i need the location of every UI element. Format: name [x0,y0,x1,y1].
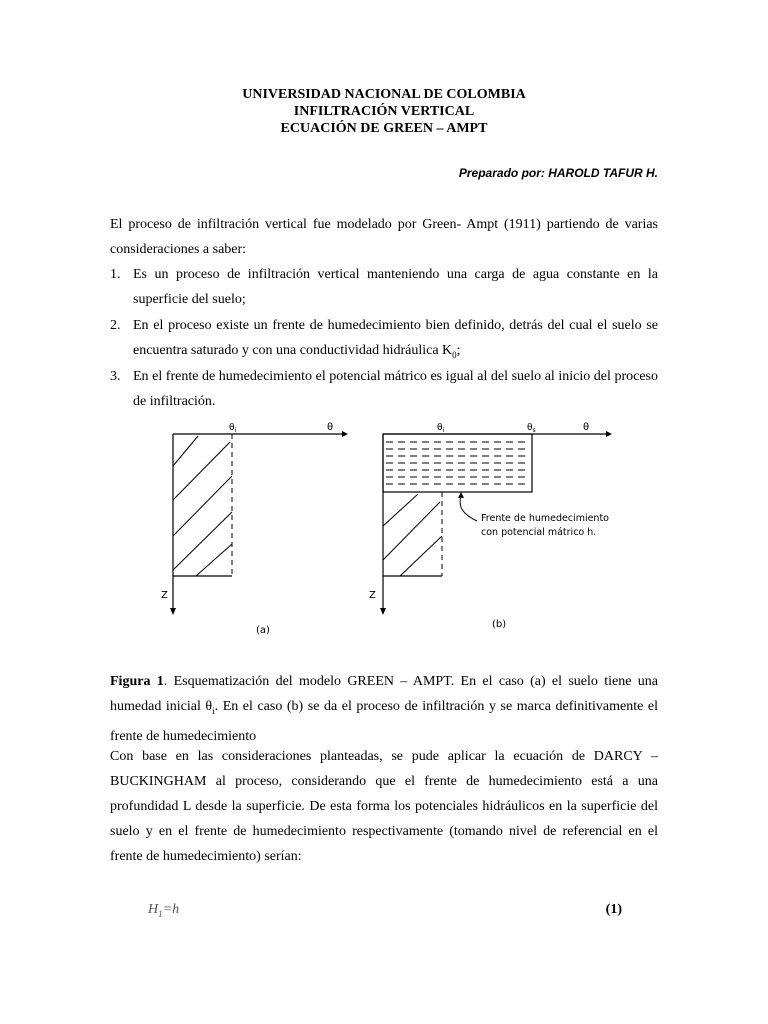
item-text: En el proceso existe un frente de humedecimiento bien definido, detrás del cual el suelo se encuentra saturado y con una conductividad hidráulica $K_0$; [133,318,658,360]
item-number: 2. [110,318,121,333]
item-text: En el frente de humedecimiento el potencial mátrico es igual al del suelo al inicio del proceso de infiltración. [133,369,658,409]
consideration-item-2 [110,313,658,368]
wetting-front-annotation: Frente de humedecimiento [481,513,609,524]
intro-paragraph: El proceso de infiltración vertical fue modelado por Green- Ampt (1911) partiendo de varias consideraciones a saber: [110,217,658,257]
caption-a: (a) [256,625,270,636]
equation-number: (1) [605,902,622,917]
caption-b: (b) [492,619,507,630]
theta-axis-label: θ [327,422,334,433]
author-line: Preparado por: HAROLD TAFUR H. [458,166,658,180]
item-number: 1. [110,267,121,282]
university-title: UNIVERSIDAD NACIONAL DE COLOMBIA [242,87,526,102]
equation-1: $H_1=h$ [148,902,180,919]
body-paragraph: Con base en las consideraciones planteadas, se pude aplicar la ecuación de DARCY – BUCKINGHAM al proceso, considerando que el frente de humedecimiento está a una profundidad L desde la superficie. De esta forma los potenciales hidráulicos en la superficie del suelo y en el frente de humedecimiento respectivamente (tomando nivel de referencial en el frente de humedecimiento) serían: [110,749,658,864]
diagram-a [161,422,348,636]
diagram-b [369,422,612,630]
consideration-item-1 [110,262,658,312]
theta-i-label: $\theta_i$ [229,423,237,434]
theta-axis-label-b: θ [583,422,590,433]
figure-caption: Figura 1. Esquematización del modelo GREEN – AMPT. En el caso (a) el suelo tiene una humedad inicial $\theta_i$. En el caso (b) se da el proceso de infiltración y se marca definitivamente el frente de humedecimiento [110,674,659,744]
equation-title: ECUACIÓN DE GREEN – AMPT [280,121,488,136]
figure-label: Figura 1 [110,674,164,689]
theta-i-label-b: $\theta_i$ [437,423,445,434]
topic-title: INFILTRACIÓN VERTICAL [293,104,475,119]
matric-potential-annotation: con potencial mátrico h. [481,527,597,538]
item-number: 3. [110,369,121,384]
item-text: Es un proceso de infiltración vertical manteniendo una carga de agua constante en la superficie del suelo; [133,267,658,307]
z-axis-label-b: Z [369,590,376,601]
theta-s-label: $\theta_s$ [527,423,536,434]
consideration-item-3 [110,364,658,414]
z-axis-label: Z [161,590,168,601]
green-ampt-figure [150,418,630,643]
